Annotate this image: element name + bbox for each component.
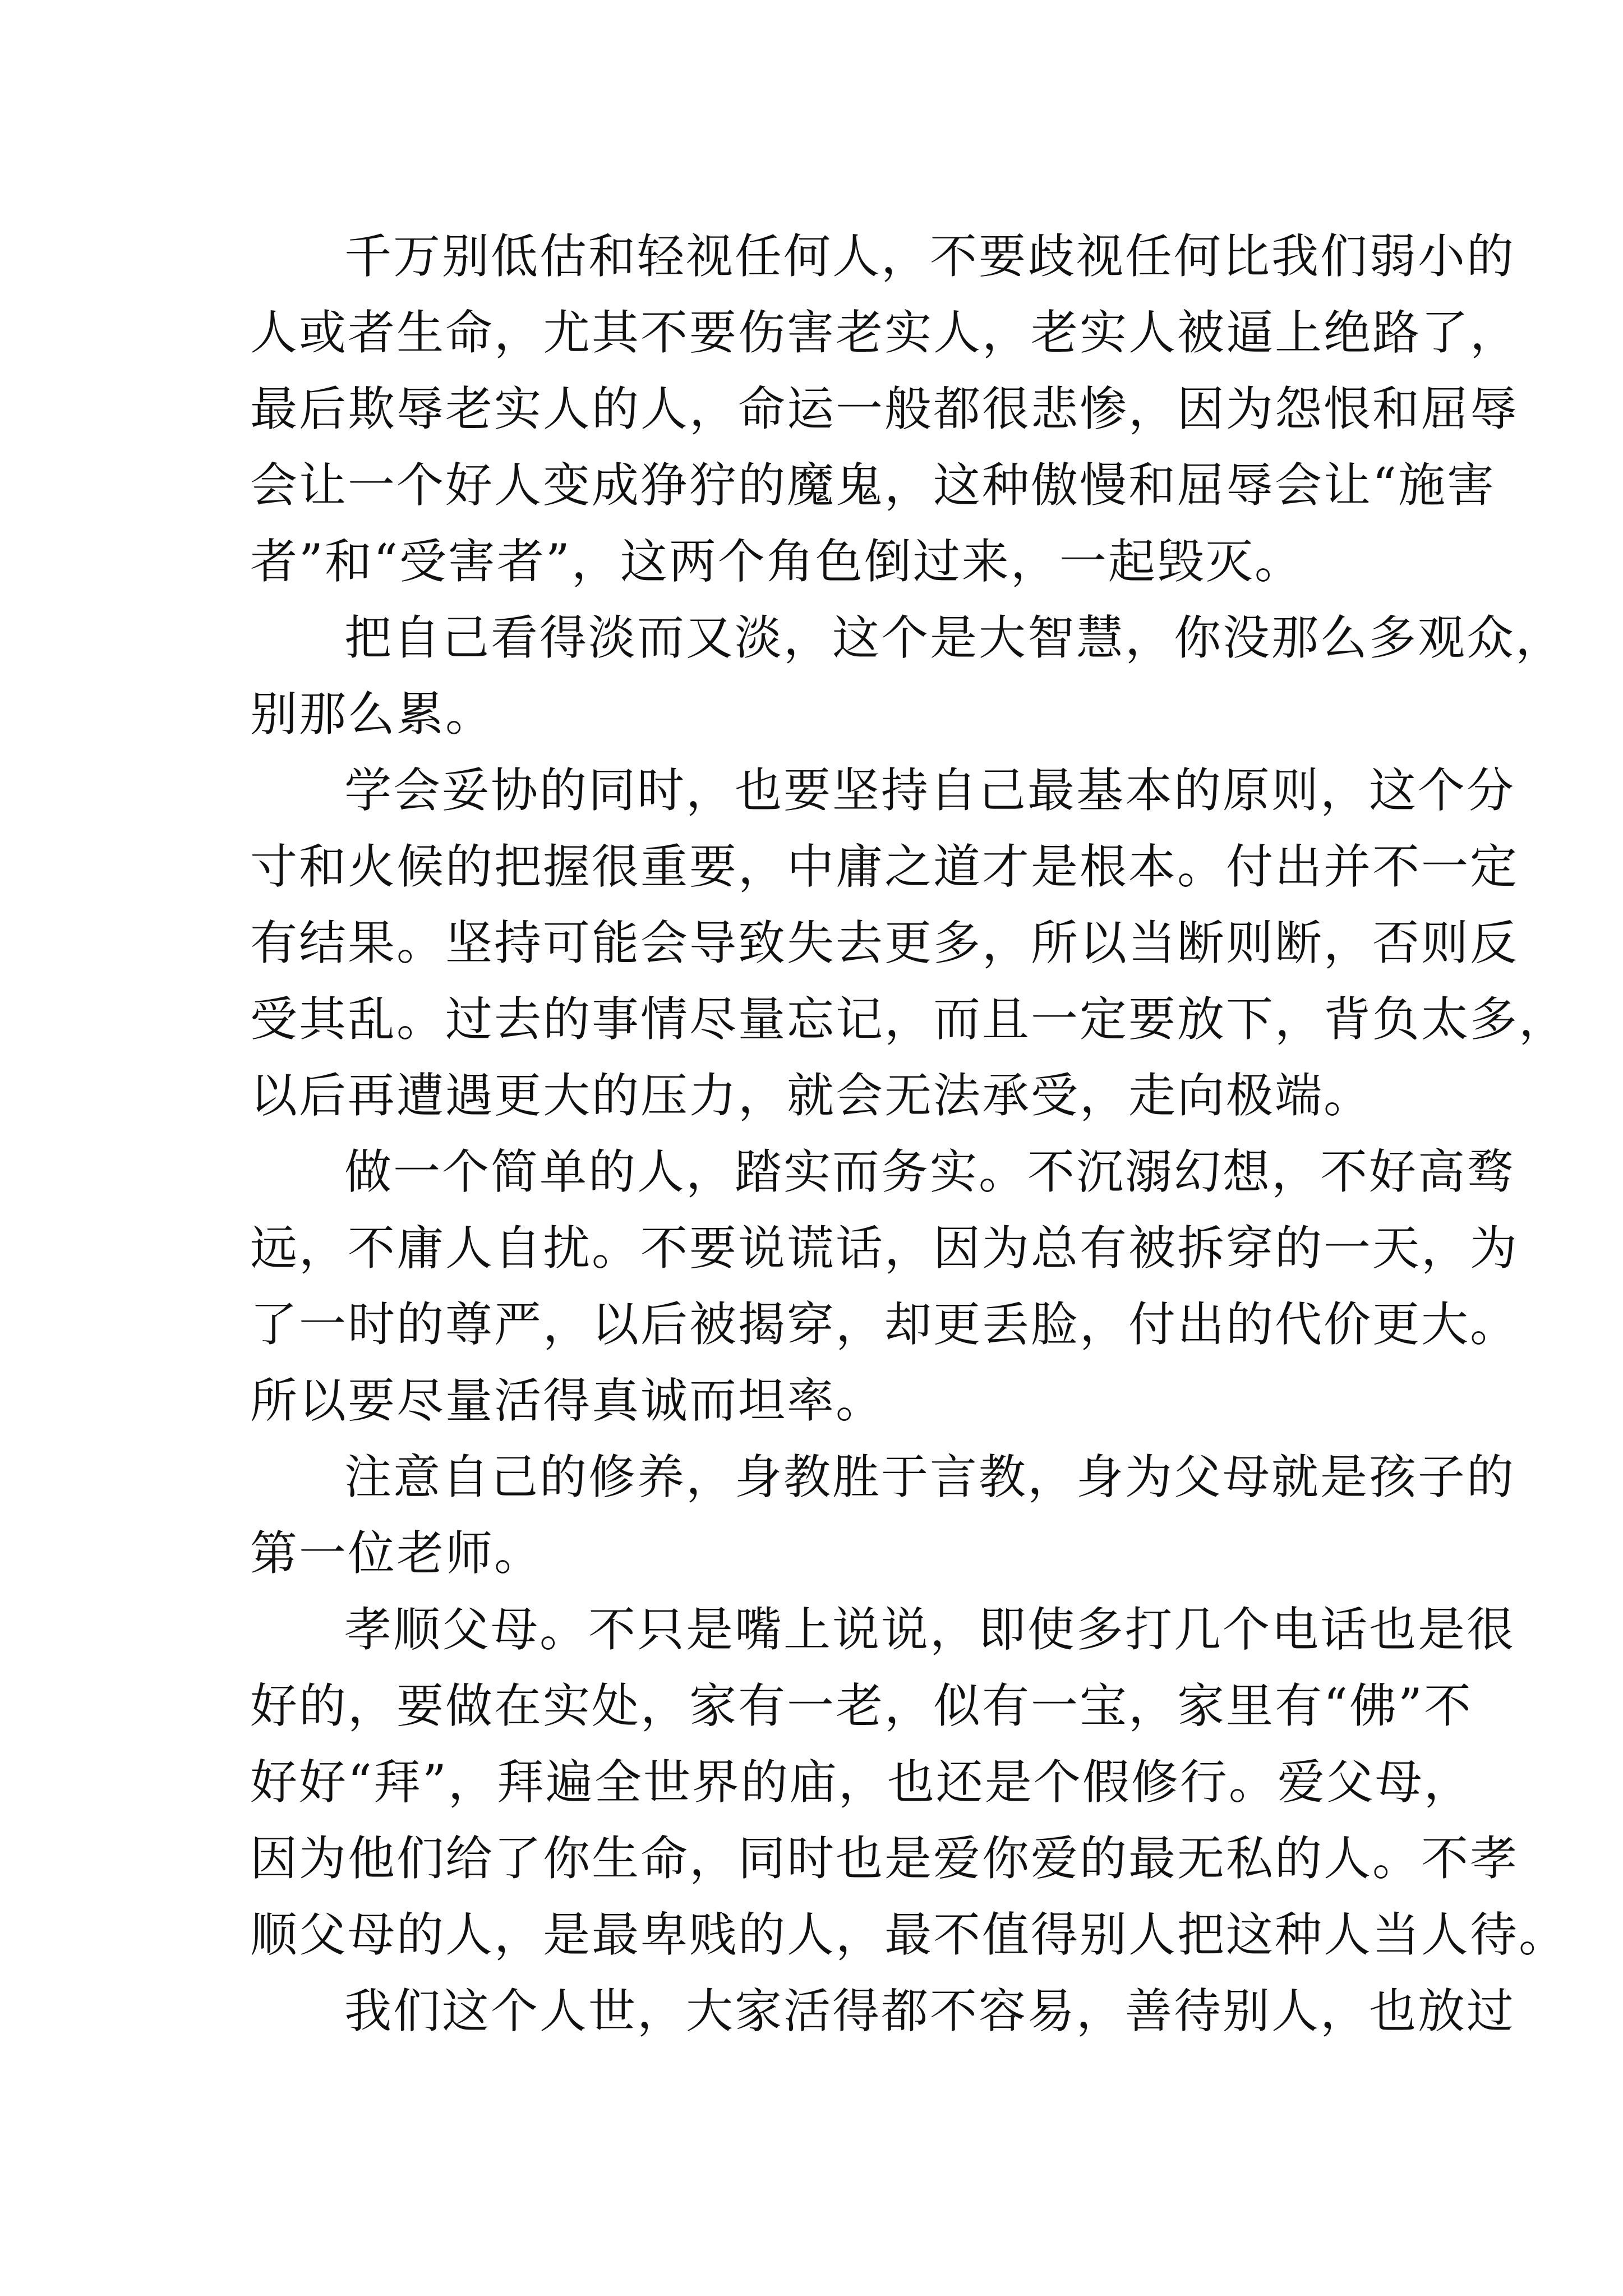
text-line: 我们这个人世，大家活得都不容易，善待别人，也放过: [344, 1984, 1516, 2039]
text-line: 千万别低估和轻视任何人，不要歧视任何比我们弱小的: [344, 229, 1516, 284]
text-line: 者”和“受害者”，这两个角色倒过来，一起毁灭。: [250, 534, 1303, 589]
text-line: 因为他们给了你生命，同时也是爱你爱的最无私的人。不孝: [250, 1831, 1519, 1886]
text-line: 人或者生命，尤其不要伤害老实人，老实人被逼上绝路了，: [250, 305, 1519, 360]
text-line: 好好“拜”，拜遍全世界的庙，也还是个假修行。爱父母，: [250, 1755, 1473, 1810]
text-line: 注意自己的修养，身教胜于言教，身为父母就是孩子的: [344, 1450, 1516, 1504]
text-line: 有结果。坚持可能会导致失去更多，所以当断则断，否则反: [250, 915, 1519, 970]
text-line: 远，不庸人自扰。不要说谎话，因为总有被拆穿的一天，为: [250, 1221, 1519, 1276]
text-line: 所以要尽量活得真诚而坦率。: [250, 1373, 885, 1428]
text-line: 别那么累。: [250, 687, 495, 742]
text-line: 以后再遭遇更大的压力，就会无法承受，走向极端。: [250, 1068, 1373, 1123]
text-line: 会让一个好人变成狰狞的魔鬼，这种傲慢和屈辱会让“施害: [250, 458, 1496, 513]
text-line: 了一时的尊严，以后被揭穿，却更丢脸，付出的代价更大。: [250, 1297, 1519, 1352]
text-line: 寸和火候的把握很重要，中庸之道才是根本。付出并不一定: [250, 839, 1519, 894]
text-line: 第一位老师。: [250, 1526, 543, 1581]
text-line: 学会妥协的同时，也要坚持自己最基本的原则，这个分: [344, 763, 1516, 818]
text-line: 孝顺父母。不只是嘴上说说，即使多打几个电话也是很: [344, 1602, 1516, 1657]
text-line: 好的，要做在实处，家有一老，似有一宝，家里有“佛”不: [250, 1678, 1473, 1733]
text-line: 最后欺辱老实人的人，命运一般都很悲惨，因为怨恨和屈辱: [250, 381, 1519, 436]
text-line: 把自己看得淡而又淡，这个是大智慧，你没那么多观众，: [344, 610, 1565, 665]
text-line: 受其乱。过去的事情尽量忘记，而且一定要放下，背负太多，: [250, 992, 1568, 1047]
text-line: 做一个简单的人，踏实而务实。不沉溺幻想，不好高骛: [344, 1144, 1516, 1199]
text-line: 顺父母的人，是最卑贱的人，最不值得别人把这种人当人待。: [250, 1907, 1568, 1962]
